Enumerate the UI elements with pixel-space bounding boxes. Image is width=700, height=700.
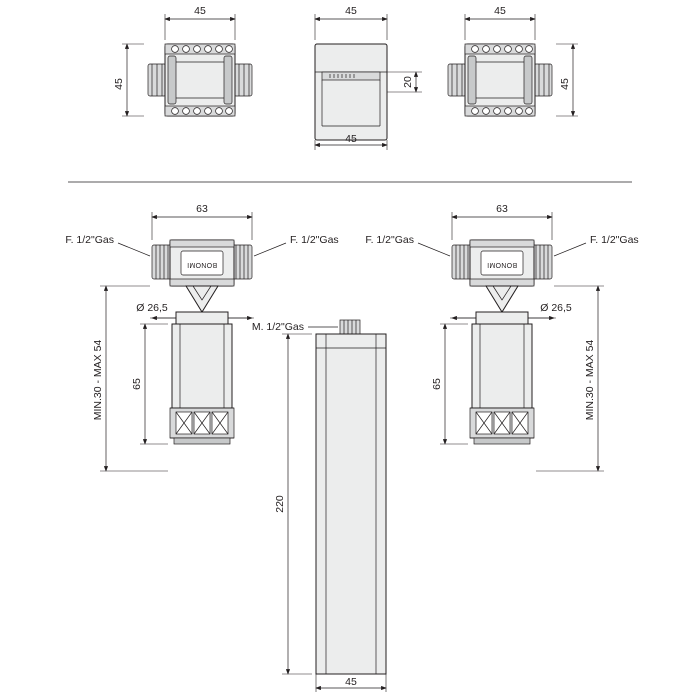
dim-right-diameter: Ø 26,5 <box>540 302 572 314</box>
text-f-half-gas-right-1: F. 1/2"Gas <box>365 234 414 246</box>
dimension-top-left-width <box>165 5 235 40</box>
dim-left-height: 65 <box>131 378 143 390</box>
text-f-half-gas-right-2: F. 1/2"Gas <box>590 234 639 246</box>
brand-label-left: BONOMI <box>186 261 218 268</box>
dim-hand-shower-length: 220 <box>274 495 286 513</box>
rear-view-valve-body <box>448 44 552 116</box>
dim-top-left-height: 45 <box>113 78 125 90</box>
dim-top-center-width-bottom: 45 <box>345 133 357 145</box>
assembly-left <box>152 240 252 444</box>
label-right-port-left-assembly <box>254 234 339 256</box>
assembly-right <box>452 240 552 444</box>
dim-left-diameter: Ø 26,5 <box>136 302 168 314</box>
dimension-left-width-63 <box>152 203 252 240</box>
label-left-port-right-assembly <box>365 234 450 256</box>
dim-top-right-height: 45 <box>559 78 571 90</box>
dimension-right-height-65 <box>431 324 468 444</box>
dimension-left-height-65 <box>131 324 168 444</box>
front-view-valve-body <box>148 44 252 116</box>
dim-right-range: MIN.30 - MAX 54 <box>584 339 596 421</box>
dim-top-left-width: 45 <box>194 5 206 17</box>
dim-top-center-width-top: 45 <box>345 5 357 17</box>
dimension-top-center-width <box>315 5 387 40</box>
dimension-top-left-height <box>113 44 144 116</box>
dim-hand-shower-width: 45 <box>345 676 357 688</box>
label-left-port-left-assembly <box>65 234 150 256</box>
dim-top-center-detail: 20 <box>402 76 414 88</box>
text-m-half-gas: M. 1/2"Gas <box>251 321 304 333</box>
brand-label-right: BONOMI <box>486 261 518 268</box>
dimension-hand-shower-width <box>316 674 386 692</box>
dim-left-range: MIN.30 - MAX 54 <box>92 339 104 421</box>
side-view-valve-body <box>315 44 387 140</box>
dim-left-width: 63 <box>196 203 208 215</box>
text-f-half-gas-left-1: F. 1/2"Gas <box>65 234 114 246</box>
dimension-top-right-height <box>556 44 578 116</box>
hand-shower-view <box>316 320 386 674</box>
text-f-half-gas-left-2: F. 1/2"Gas <box>290 234 339 246</box>
dim-top-right-width: 45 <box>494 5 506 17</box>
label-inlet-hand-shower <box>252 321 338 333</box>
dimension-right-width-63 <box>452 203 552 240</box>
label-right-port-right-assembly <box>554 234 639 256</box>
dim-right-width: 63 <box>496 203 508 215</box>
dimension-top-center-detail-height <box>387 72 422 92</box>
dimension-top-right-width <box>465 5 535 40</box>
dim-right-height: 65 <box>431 378 443 390</box>
dimension-hand-shower-length <box>274 334 312 674</box>
